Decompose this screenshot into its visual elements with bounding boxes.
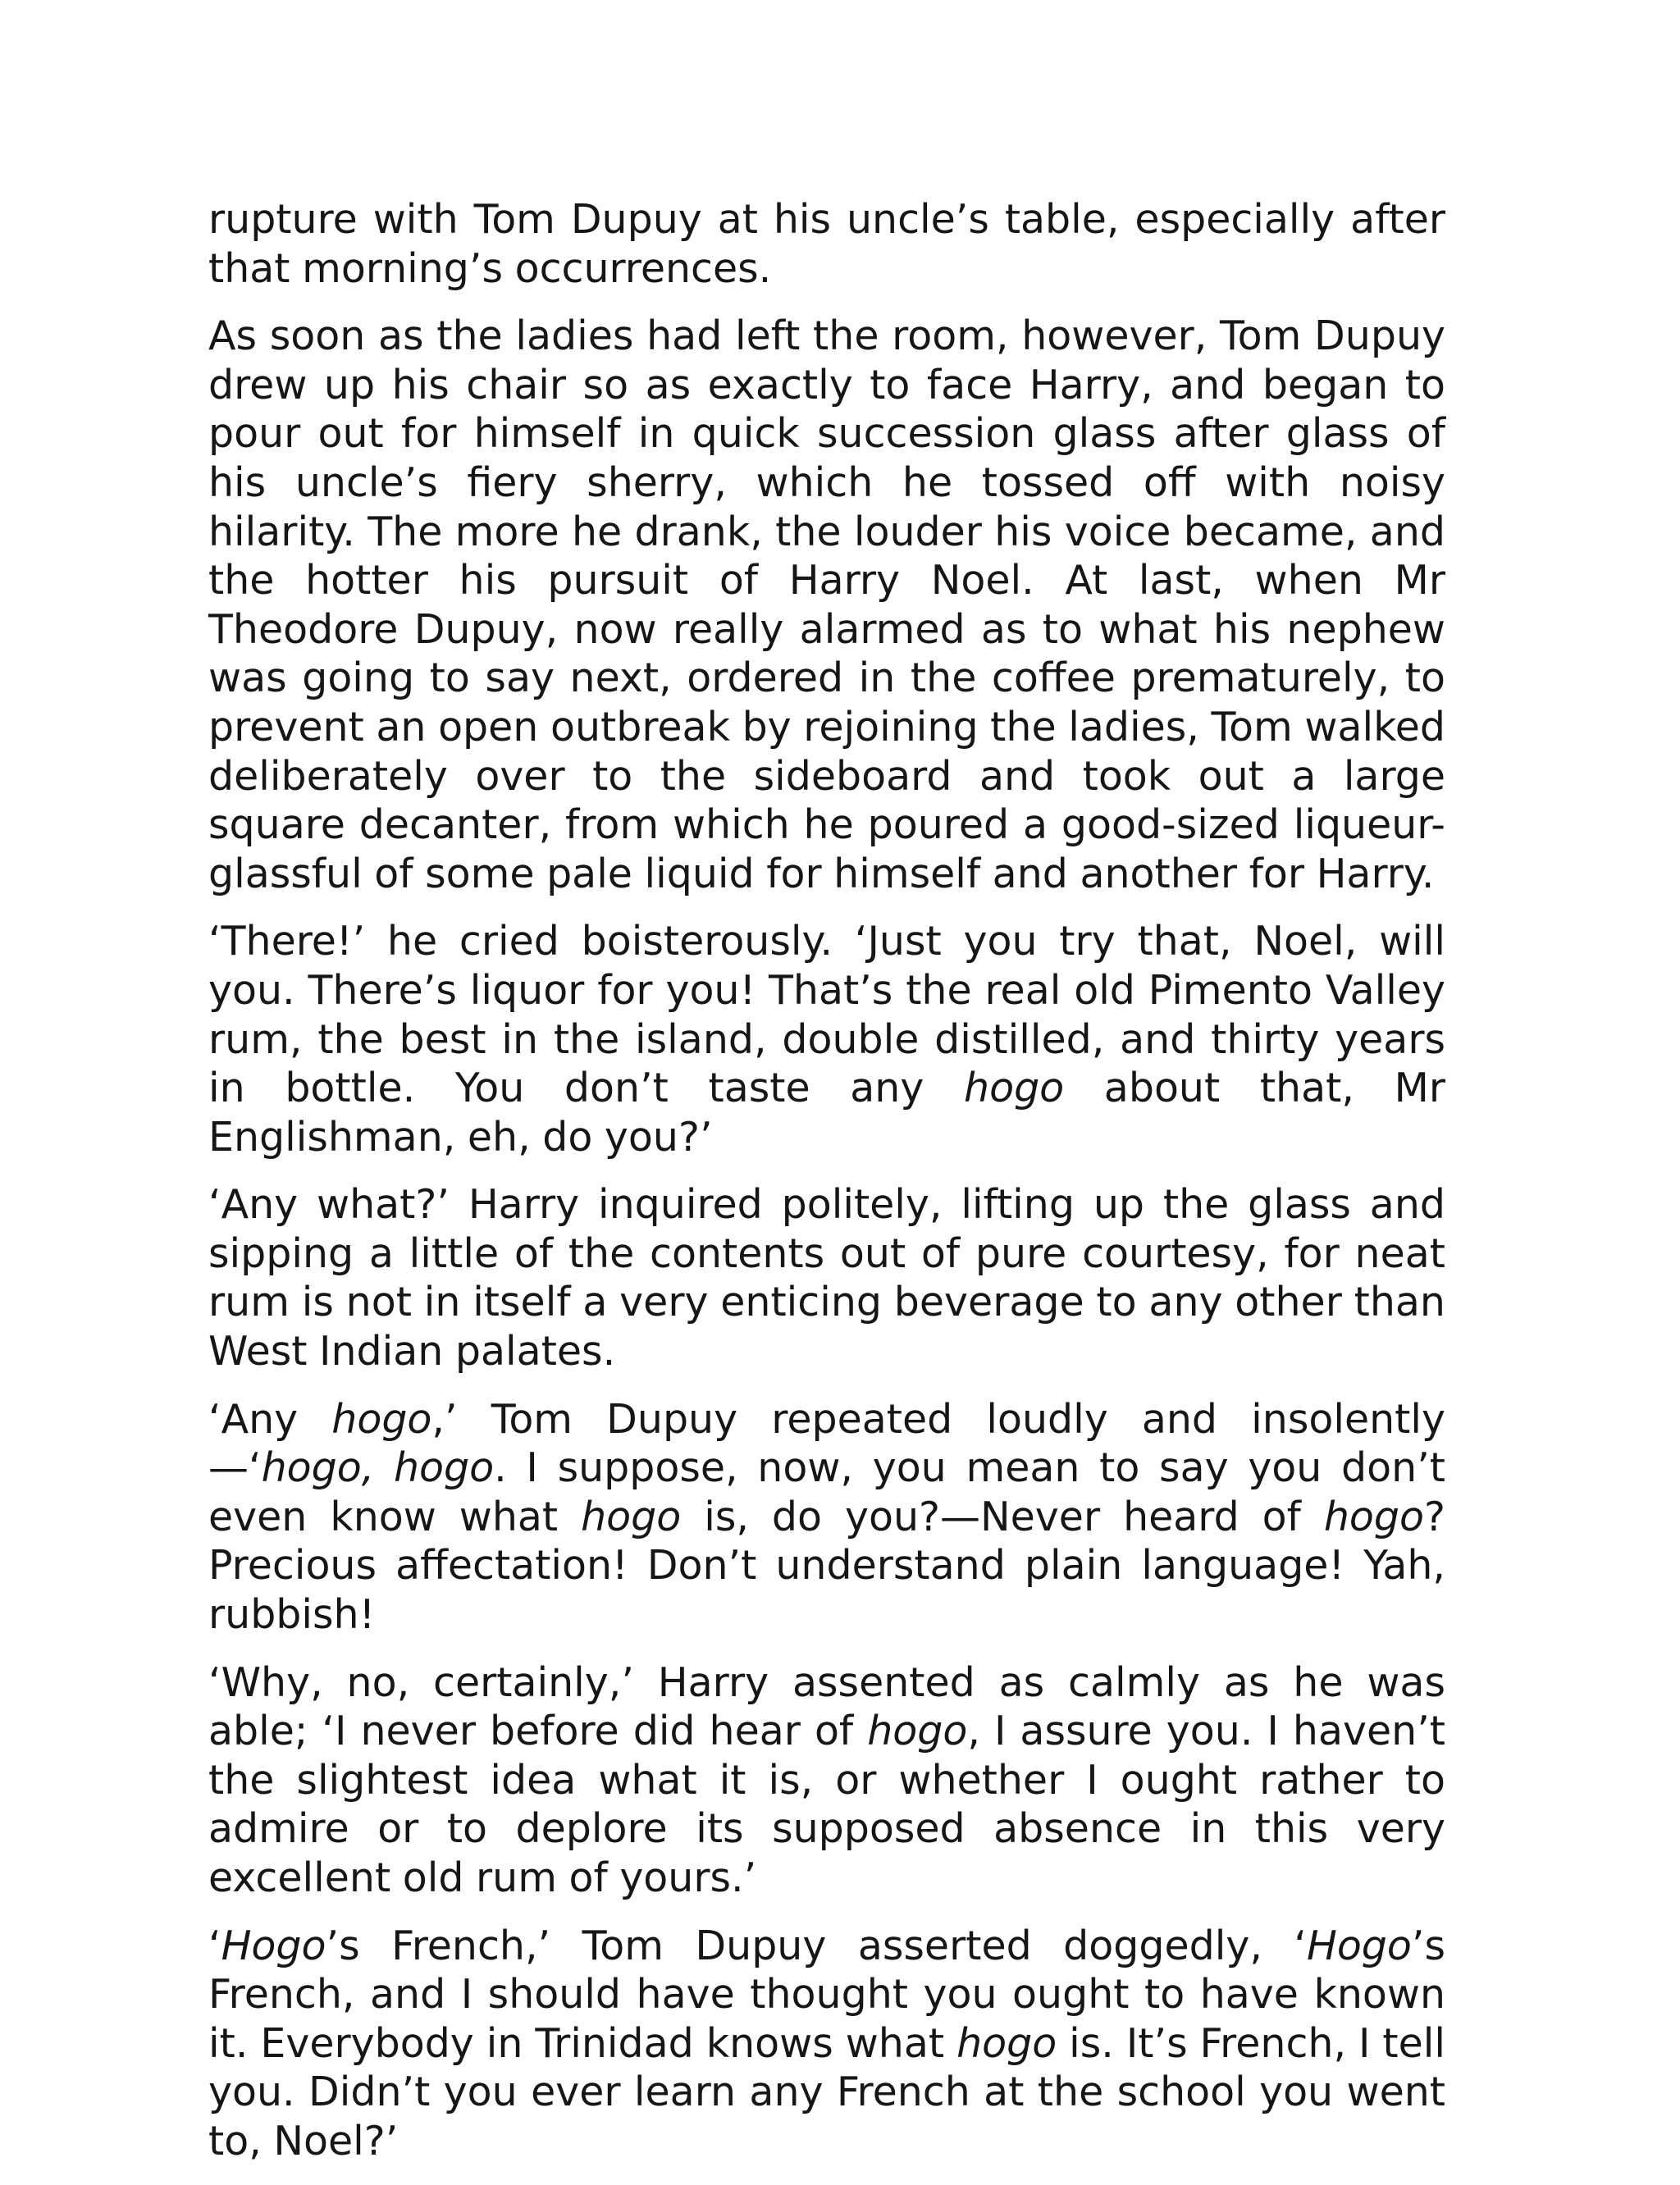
italic-run: hogo	[956, 2019, 1057, 2067]
paragraph-6	[208, 1658, 1445, 1903]
italic-run: Hogo	[1306, 1922, 1412, 1969]
text-run: ‘Any what?’ Harry inquired politely, lifting up the glass and sipping a little of the contents out of pure courtesy, for neat rum is not in itself a very enticing beverage to any other than West Indian palates.	[208, 1181, 1445, 1375]
page-body	[208, 195, 1445, 2185]
paragraph-5	[208, 1395, 1445, 1640]
text-run: is. It’s French, I tell you. Didn’t you ever learn any French at the school you went to, Noel?’	[208, 2019, 1445, 2164]
paragraph-1	[208, 195, 1445, 293]
text-run: ,’ Tom Dupuy repeated loudly and insolently—‘	[208, 1395, 1445, 1492]
paragraph-3	[208, 917, 1445, 1161]
text-run: . I suppose, now, you mean to say you don’t even know what	[208, 1444, 1445, 1540]
italic-run: hogo	[331, 1395, 432, 1443]
text-run: ? Precious affectation! Don’t understand plain language! Yah, rubbish!	[208, 1493, 1445, 1639]
text-run: , I assure you. I haven’t the slightest idea what it is, or whether I ought rather to admire or to deplore its supposed absence in this very excellent old rum of yours.’	[208, 1708, 1445, 1901]
text-run: is, do you?—Never heard of	[681, 1493, 1324, 1540]
text-run: about that, Mr Englishman, eh, do you?’	[208, 1065, 1445, 1161]
italic-run: Hogo	[221, 1922, 326, 1969]
italic-run: hogo	[1323, 1493, 1424, 1540]
italic-run: hogo	[581, 1493, 682, 1540]
text-run: ‘Any	[208, 1395, 332, 1443]
paragraph-4	[208, 1180, 1445, 1375]
text-run: As soon as the ladies had left the room, however, Tom Dupuy drew up his chair so as exactly to face Harry, and began to pour out for himself in quick succession glass after glass of his uncle’s fiery sherry, which he tossed off with noisy hilarity. The more he drank, the louder his voice became, and the hotter his pursuit of Harry Noel. At last, when Mr Theodore Dupuy, now really alarmed as to what his nephew was going to say next, ordered in the coffee prematurely, to prevent an open outbreak by rejoining the ladies, Tom walked deliberately over to the sideboard and took out a large square decanter, from which he poured a good-sized liqueur-glassful of some pale liquid for himself and another for Harry.	[208, 312, 1445, 897]
text-run: ’s French, and I should have thought you ought to have known it. Everybody in Trinidad knows what	[208, 1922, 1445, 2067]
italic-run: hogo	[964, 1065, 1065, 1112]
text-run: rupture with Tom Dupuy at his uncle’s table, especially after that morning’s occurrences.	[208, 196, 1445, 292]
paragraph-7	[208, 1922, 1445, 2166]
text-run: ‘Why, no, certainly,’ Harry assented as calmly as he was able; ‘I never before did hear of	[208, 1658, 1445, 1755]
text-run: ‘There!’ he cried boisterously. ‘Just you try that, Noel, will you. There’s liquor for you! That’s the real old Pimento Valley rum, the best in the island, double distilled, and thirty years in bottle. You don’t taste any	[208, 918, 1445, 1112]
italic-run: hogo, hogo	[261, 1444, 495, 1492]
italic-run: hogo	[867, 1708, 968, 1755]
text-run: ’s French,’ Tom Dupuy asserted doggedly, ‘	[326, 1922, 1307, 1969]
paragraph-2	[208, 312, 1445, 898]
text-run: ‘	[208, 1922, 221, 1969]
